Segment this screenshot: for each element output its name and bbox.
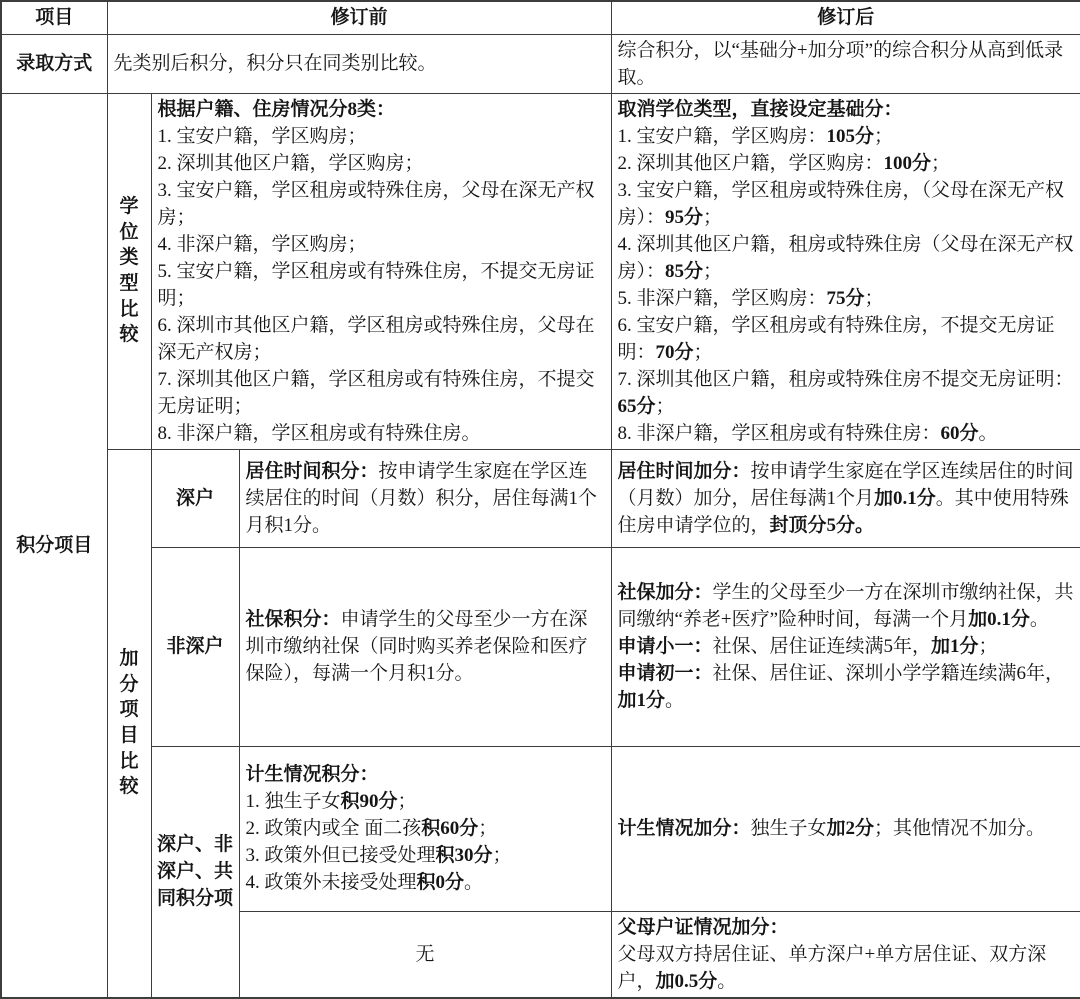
paragraph (158, 258, 605, 312)
bold-segment: 加2分 (826, 818, 875, 839)
paragraph (618, 914, 1075, 941)
text-segment: 4. 非深户籍，学区购房； (157, 233, 367, 255)
paragraph (246, 606, 605, 687)
paragraph (158, 312, 605, 366)
text-segment: 6. 宝安户籍，学区租房或有特殊住房，不提交无房证明： (617, 314, 1055, 363)
family-planning-after-cell (611, 746, 1080, 911)
text-segment: 3. 政策外但已接受处理 (245, 845, 436, 866)
degree-type-vlabel-cell (107, 93, 151, 449)
paragraph (246, 842, 605, 869)
paragraph (618, 123, 1075, 150)
bold-segment: 积0分 (416, 872, 465, 893)
paragraph (618, 96, 1075, 123)
paragraph (618, 231, 1075, 285)
paragraph (158, 123, 605, 150)
text-segment: ； (978, 636, 998, 657)
bold-segment: 加0.1分 (968, 609, 1030, 630)
text-segment: 4. 政策外未接受处理 (245, 872, 417, 893)
text-segment: 。 (665, 690, 685, 711)
bold-segment: 封顶分5分。 (769, 514, 875, 536)
paragraph (158, 150, 605, 177)
family-planning-label: 深户、非深户、共同积分项 (151, 746, 239, 998)
non-resident-after-cell (611, 547, 1080, 746)
admission-label: 录取方式 (1, 34, 107, 93)
paragraph (158, 231, 605, 258)
paragraph (158, 366, 605, 420)
paragraph (246, 788, 605, 815)
text-segment: 。 (1029, 609, 1049, 630)
non-resident-label: 非深户 (151, 547, 239, 746)
text-segment: 独生子女 (750, 818, 827, 839)
paragraph (246, 815, 605, 842)
bold-segment: 计生情况积分： (245, 764, 379, 785)
paragraph (246, 869, 605, 896)
header-row (1, 1, 1080, 34)
text-segment: ； (703, 260, 723, 282)
bold-segment: 60分 (940, 422, 979, 444)
text-segment: 。 (978, 422, 998, 444)
bold-segment: 社保加分： (617, 582, 713, 603)
text-segment: 学生的父母至少一方在深圳市缴纳社保，共同缴纳“养老+医疗”险种时间，每满一个月 (617, 582, 1074, 630)
row-degree-type (1, 93, 1080, 449)
text-segment: 按申请学生家庭在学区连续居住的时间（月数）积分，居住每满1个月积1分。 (245, 460, 598, 536)
bold-segment: 75分 (826, 287, 865, 309)
bold-segment: 积90分 (340, 791, 398, 812)
text-segment: 5. 非深户籍，学区购房： (617, 287, 827, 309)
text-segment: 8. 非深户籍，学区租房或有特殊住房。 (157, 422, 481, 444)
bold-segment: 根据户籍、住房情况分8类： (157, 98, 396, 120)
text-segment: 申请学生的父母至少一方在深圳市缴纳社保（同时购买养老保险和医疗保险），每满一个月积1分。 (245, 609, 588, 684)
text-segment: 社保、居住证、深圳小学学籍连续满6年， (712, 663, 1065, 684)
text-segment: 2. 深圳其他区户籍，学区购房； (157, 152, 424, 174)
bonus-section-vlabel: 加分项目比较 (119, 648, 139, 798)
shenzhen-resident-before-cell (239, 449, 611, 547)
bold-segment: 85分 (665, 260, 704, 282)
text-segment: ； (397, 791, 417, 812)
text-segment: 按申请学生家庭在学区连续居住的时间（月数）加分，居住每满1个月 (617, 460, 1074, 509)
paragraph (618, 458, 1075, 539)
row-admission (1, 34, 1080, 93)
text-segment: 2. 政策内或全 面二孩 (245, 818, 422, 839)
paragraph (618, 660, 1075, 714)
paragraph (158, 177, 605, 231)
bold-segment: 居住时间加分： (617, 460, 751, 482)
text-segment: 。 (464, 872, 484, 893)
text-segment: 1. 宝安户籍，学区购房； (157, 125, 367, 147)
text-segment: 父母双方持居住证、单方深户+单方居住证、双方深户， (617, 943, 1047, 992)
bold-segment: 申请初一： (617, 663, 713, 684)
paragraph (618, 366, 1075, 420)
text-segment: 2. 深圳其他区户籍，学区购房： (617, 152, 884, 174)
bold-segment: 105分 (826, 125, 875, 147)
bold-segment: 居住时间积分： (245, 460, 379, 482)
paragraph (618, 150, 1075, 177)
text-segment: 1. 独生子女 (245, 791, 341, 812)
shenzhen-resident-label: 深户 (151, 449, 239, 547)
parent-permit-before-cell: 无 (239, 911, 611, 998)
text-segment: 综合积分，以“基础分+加分项”的综合积分从高到低录取。 (617, 39, 1064, 88)
row-family-planning (1, 746, 1080, 911)
bold-segment: 加0.1分 (874, 487, 936, 509)
text-segment: 。其中使用特殊住房申请学位的， (617, 487, 1069, 536)
paragraph (246, 458, 605, 539)
paragraph (618, 37, 1075, 91)
text-segment: 先类别后积分，积分只在同类别比较。 (113, 53, 437, 74)
paragraph (158, 420, 605, 447)
text-segment: 。 (717, 970, 737, 992)
paragraph (246, 761, 605, 788)
text-segment: ；其他情况不加分。 (874, 818, 1046, 839)
row-non-resident (1, 547, 1080, 746)
bonus-section-vlabel-cell (107, 449, 151, 998)
text-segment: 4. 深圳其他区户籍，租房或特殊住房（父母在深无产权房）： (617, 233, 1074, 282)
bold-segment: 计生情况加分： (617, 818, 751, 839)
admission-after-cell (611, 34, 1080, 93)
paragraph (158, 96, 605, 123)
parent-permit-after-cell (611, 911, 1080, 998)
text-segment: ； (703, 206, 723, 228)
degree-type-before-cell (151, 93, 611, 449)
paragraph (618, 177, 1075, 231)
header-before: 修订前 (107, 1, 611, 34)
text-segment: 5. 宝安户籍，学区租房或有特殊住房，不提交无房证明； (157, 260, 595, 309)
score-section-label: 积分项目 (1, 93, 107, 998)
text-segment: 7. 深圳其他区户籍，租房或特殊住房不提交无房证明： (617, 368, 1074, 390)
bold-segment: 加0.5分 (655, 970, 718, 992)
bold-segment: 社保积分： (245, 609, 341, 630)
paragraph (618, 312, 1075, 366)
text-segment: 社保、居住证连续满5年， (712, 636, 932, 657)
header-item: 项目 (1, 1, 107, 34)
header-after: 修订后 (611, 1, 1080, 34)
text-segment: ； (492, 845, 512, 866)
bold-segment: 父母户证情况加分： (617, 916, 789, 938)
bold-segment: 95分 (665, 206, 704, 228)
paragraph (618, 815, 1075, 842)
text-segment: ； (655, 395, 675, 417)
degree-type-after-cell (611, 93, 1080, 449)
bold-segment: 取消学位类型，直接设定基础分： (617, 98, 903, 120)
bold-segment: 65分 (617, 395, 656, 417)
bold-segment: 申请小一： (617, 636, 713, 657)
paragraph (114, 50, 605, 77)
admission-before-cell (107, 34, 611, 93)
paragraph (618, 941, 1075, 995)
text-segment: ； (478, 818, 498, 839)
paragraph (618, 420, 1075, 447)
text-segment: 1. 宝安户籍，学区购房： (617, 125, 827, 147)
text-segment: 6. 深圳市其他区户籍，学区租房或特殊住房，父母在深无产权房； (157, 314, 595, 363)
text-segment: 3. 宝安户籍，学区租房或特殊住房，（父母在深无产权房）： (617, 179, 1065, 228)
text-segment: 8. 非深户籍，学区租房或有特殊住房： (617, 422, 941, 444)
text-segment: 3. 宝安户籍，学区租房或特殊住房，父母在深无产权房； (157, 179, 595, 228)
paragraph (618, 285, 1075, 312)
text-segment: 7. 深圳其他区户籍，学区租房或有特殊住房，不提交无房证明； (157, 368, 595, 417)
non-resident-before-cell (239, 547, 611, 746)
paragraph (618, 579, 1075, 633)
degree-type-vlabel: 学位类型比较 (119, 196, 139, 346)
bold-segment: 加1分 (617, 690, 666, 711)
bold-segment: 积60分 (421, 818, 479, 839)
text-segment: ； (864, 287, 884, 309)
family-planning-before-cell (239, 746, 611, 911)
text-segment: ； (931, 152, 951, 174)
bold-segment: 100分 (883, 152, 932, 174)
text-segment: ； (874, 125, 894, 147)
row-shenzhen-resident (1, 449, 1080, 547)
paragraph (618, 633, 1075, 660)
bold-segment: 70分 (655, 341, 694, 363)
bold-segment: 加1分 (931, 636, 979, 657)
shenzhen-resident-after-cell (611, 449, 1080, 547)
text-segment: ； (693, 341, 713, 363)
bold-segment: 积30分 (435, 845, 493, 866)
